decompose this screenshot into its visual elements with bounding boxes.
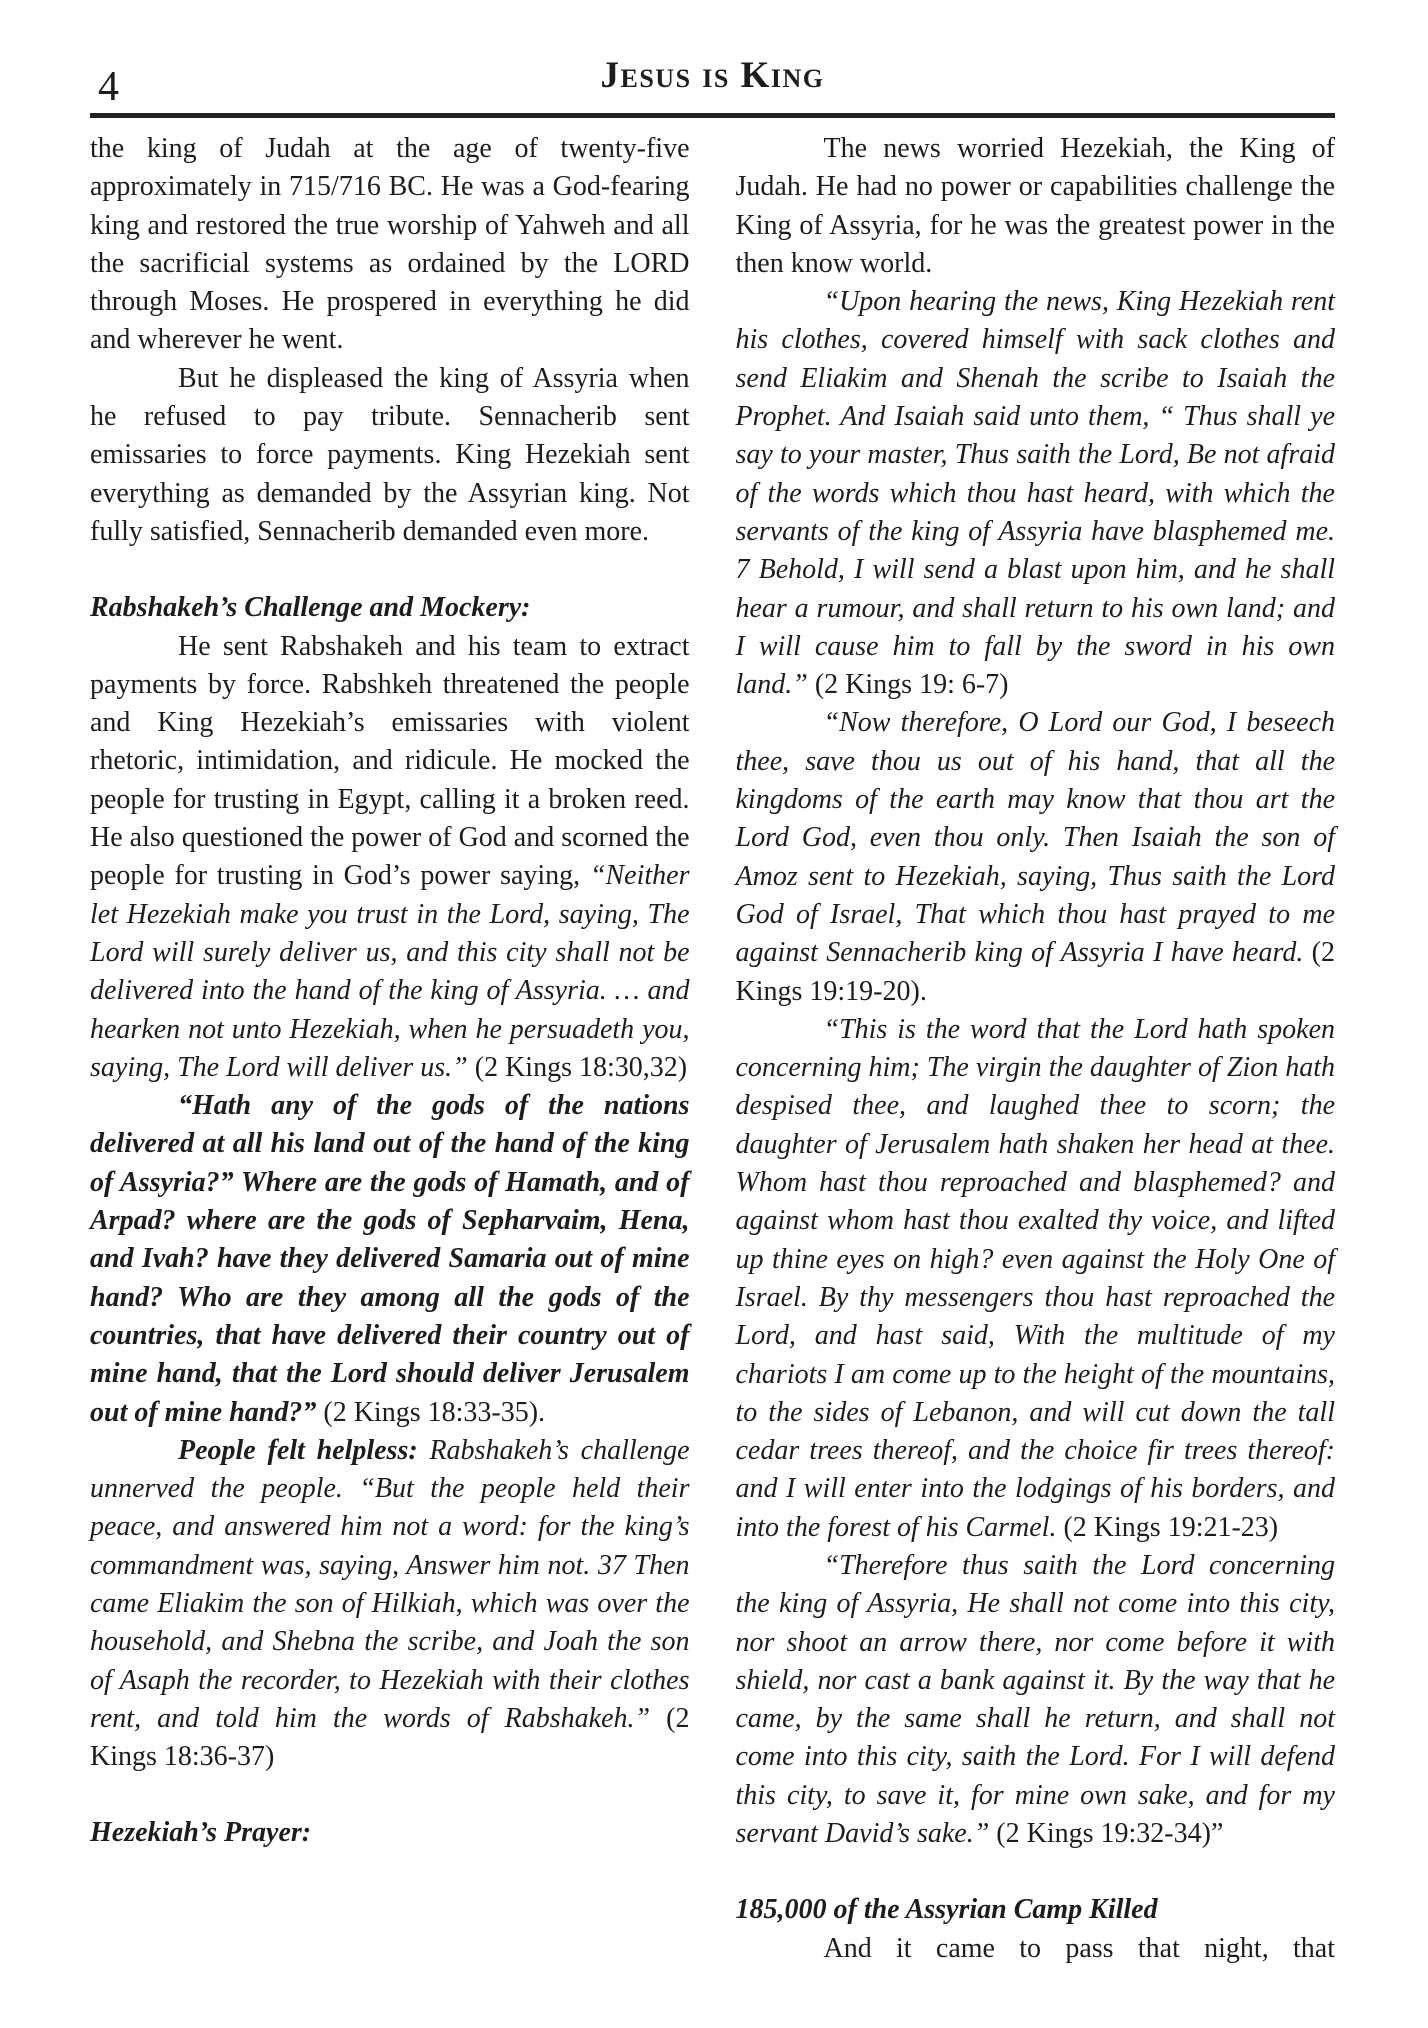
text-segment-italic: Rabshakeh’s challenge unnerved the people. “But the people held their peace, and answered him not a word: for the king’s commandment was, saying, Answer him not. 37 Then came Eliakim the son of Hilkiah, which was over the household, and Shebna the scribe, and Joah the son of Asaph the recorder, to Hezekiah with their clothes rent, and told him the words of Rabshakeh.” xyxy=(90,1434,690,1734)
text-segment-roman: (2 Kings 19:32-34)” xyxy=(989,1818,1224,1850)
text-segment-roman: He sent Rabshakeh and his team to extract payments by force. Rabshkeh threatened the people and King Hezekiah’s emissaries with violent rhetoric, intimidation, and ridicule. He mocked the people for trusting in Egypt, calling it a broken reed. He also questioned the power of God and scorned the people for trusting in God’s power saying, xyxy=(90,630,690,892)
text-segment-roman: (2 Kings 18:36-37) xyxy=(90,1702,690,1773)
text-segment-roman: But he displeased the king of Assyria when he refused to pay tribute. Sennacherib sent emissaries to force payments. King Hezekiah sent everything as demanded by the Assyrian king. Not fully satisfied, Sennacherib demanded even more. xyxy=(90,362,690,547)
text-segment-roman: (2 Kings 19: 6-7) xyxy=(807,669,1009,701)
text-segment-roman: The news worried Hezekiah, the King of Judah. He had no power or capabilities challenge the King of Assyria, for he was the greatest power in the then know world. xyxy=(735,133,1335,279)
text-segment-bold-italic: People felt helpless: xyxy=(178,1434,430,1466)
paragraph xyxy=(736,1930,1336,1968)
text-segment-bold-italic: “Hath any of the gods of the nations delivered at all his land out of the hand of the king of Assyria?” Where are the gods of Hamath, and of Arpad? where are the gods of Sepharvaim, Hena, and Ivah? have they delivered Samaria out of mine hand? Who are they among all the gods of the countries, that have delivered their country out of mine hand, that the Lord should deliver Jerusalem out of mine hand?” xyxy=(90,1090,690,1428)
paragraph xyxy=(736,704,1336,1010)
page-header xyxy=(90,44,1335,108)
header-rule xyxy=(90,113,1335,118)
section-heading: Hezekiah’s Prayer: xyxy=(90,1817,312,1849)
text-segment-italic: “Upon hearing the news, King Hezekiah rent his clothes, covered himself with sack clothes and send Eliakim and Shenah the scribe to Isaiah the Prophet. And Isaiah said unto them, “ Thus shall ye say to your master, Thus saith the Lord, Be not afraid of the words which thou hast heard, with which the servants of the king of Assyria have blasphemed me. 7 Behold, I will send a blast upon him, and he shall hear a rumour, and shall return to his own land; and I will cause him to fall by the sword in his own land.” xyxy=(735,286,1335,701)
section-heading: 185,000 of the Assyrian Camp Killed xyxy=(735,1894,1158,1926)
text-columns xyxy=(90,130,1335,1968)
text-segment-italic: “Neither let Hezekiah make you trust in the Lord, saying, The Lord will surely deliver us, and this city shall not be delivered into the hand of the king of Assyria. … and hearken not unto Hezekiah, when he persuadeth you, saying, The Lord will deliver us.” xyxy=(90,860,690,1083)
page-title: Jesus is King xyxy=(600,55,825,96)
text-segment-roman: (2 Kings 19:21-23) xyxy=(1056,1511,1279,1543)
text-segment-roman: (2 Kings 18:30,32) xyxy=(467,1051,688,1083)
text-segment-roman: the king of Judah at the age of twenty-five approximately in 715/716 BC. He was a God-fearing king and restored the true worship of Yahweh and all the sacrificial systems as ordained by the LORD through Moses. He prospered in everything he did and wherever he went. xyxy=(90,133,690,356)
paragraph xyxy=(90,130,690,360)
section-heading: Rabshakeh’s Challenge and Mockery: xyxy=(90,592,531,624)
text-segment-roman: And it came to pass that night, that xyxy=(823,1932,1335,1964)
page-number: 4 xyxy=(98,64,119,110)
text-segment-italic: “This is the word that the Lord hath spoken concerning him; The virgin the daughter of Zion hath despised thee, and laughed thee to scorn; the daughter of Jerusalem hath shaken her head at thee. Whom hast thou reproached and blasphemed? and against whom hast thou exalted thy voice, and lifted up thine eyes on high? even against the Holy One of Israel. By thy messengers thou hast reproached the Lord, and hast said, With the multitude of my chariots I am come up to the height of the mountains, to the sides of Lebanon, and will cut down the tall cedar trees thereof, and the choice fir trees thereof: and I will enter into the lodgings of his borders, and into the forest of his Carmel. xyxy=(735,1013,1335,1543)
text-segment-italic: “Now therefore, O Lord our God, I beseech thee, save thou us out of his hand, that all the kingdoms of the earth may know that thou art the Lord God, even thou only. Then Isaiah the son of Amoz sent to Hezekiah, saying, Thus saith the Lord God of Israel, That which thou hast prayed to me against Sennacherib king of Assyria I have heard. xyxy=(735,707,1335,969)
text-segment-roman: (2 Kings 19:19-20). xyxy=(735,937,1336,1007)
paragraph xyxy=(736,1547,1336,1853)
paragraph xyxy=(90,1432,690,1777)
right-column xyxy=(736,130,1336,1968)
left-column xyxy=(90,130,690,1968)
paragraph xyxy=(736,130,1336,283)
paragraph xyxy=(90,360,690,551)
paragraph xyxy=(736,283,1336,704)
paragraph xyxy=(90,1087,690,1432)
paragraph xyxy=(90,628,690,1088)
paragraph xyxy=(736,1011,1336,1547)
text-segment-roman: (2 Kings 18:33-35). xyxy=(316,1396,546,1428)
text-segment-italic: “Therefore thus saith the Lord concerning the king of Assyria, He shall not come into this city, nor shoot an arrow there, nor come before it with shield, nor cast a bank against it. By the way that he came, by the same shall he return, and shall not come into this city, saith the Lord. For I will defend this city, to save it, for mine own sake, and for my servant David’s sake.” xyxy=(735,1549,1335,1850)
